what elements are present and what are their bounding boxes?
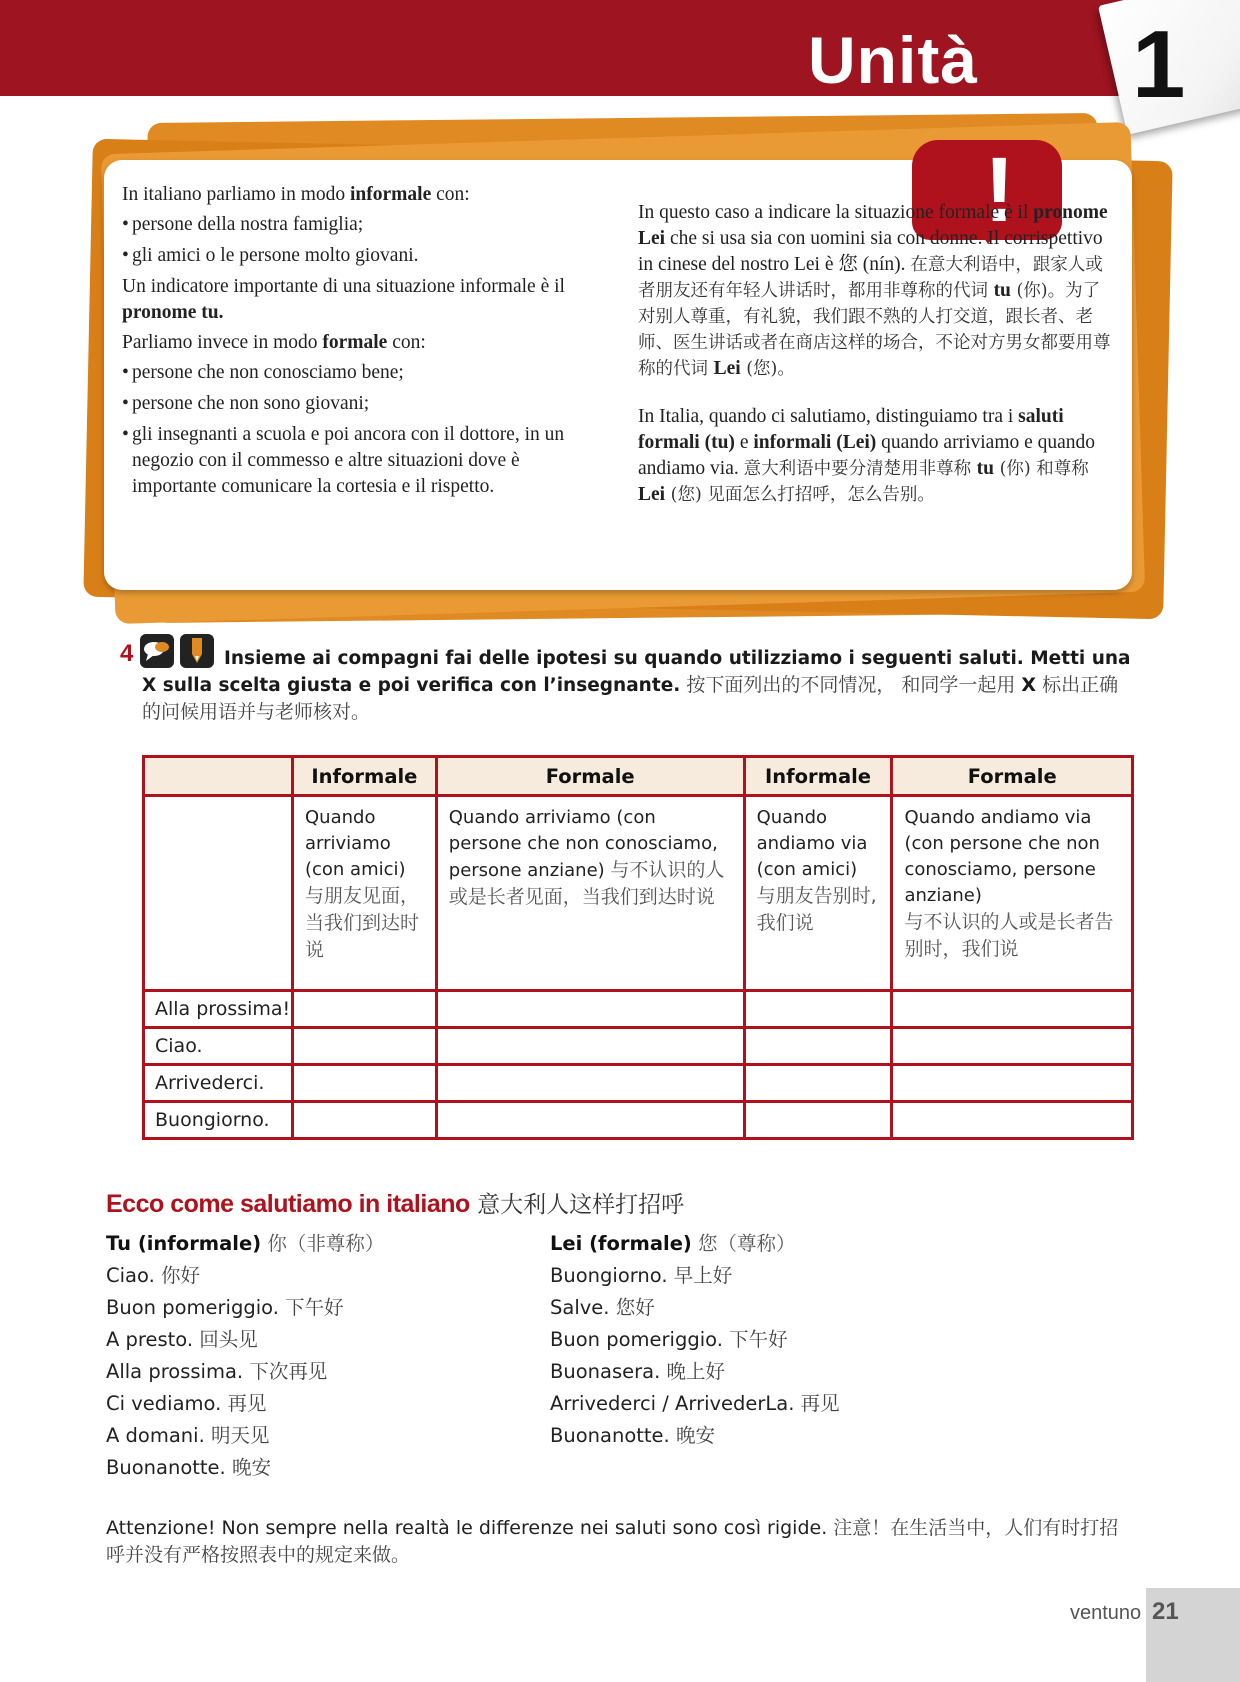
list-heading: Lei (formale) 您（尊称） [550,1232,796,1255]
exercise-number: 4 [120,640,134,667]
greeting-item: Buongiorno. 早上好 [550,1264,733,1287]
page-number-word: ventuno [1070,1602,1142,1624]
exercise-instructions: Insieme ai compagni fai delle ipotesi su quando utilizziamo i seguenti saluti. Metti una X sulla scelta giusta e poi verifica con l’insegnante. 按下面列出的不同情况， 和同学一起用 X 标出正确的问候用语并与老师核对。 [142,648,1131,723]
answer-cell[interactable] [293,991,437,1028]
page-number: 21 [1152,1598,1179,1625]
answer-cell[interactable] [436,1028,744,1065]
situation-description: Quando arriviamo (con persone che non conosciamo, persone anziane) 与不认识的人或是长者见面，当我们到达时说 [436,796,744,991]
answer-cell[interactable] [436,991,744,1028]
attention-note: Attenzione! Non sempre nella realtà le differenze nei saluti sono così rigide. 注意！在生活当中，人们有时打招呼并没有严格按照表中的规定来做。 [106,1517,1119,1566]
info-paragraph: In italiano parliamo in modo informale con: [122,184,470,205]
info-left-column [122,182,602,505]
exclamation-icon: ! [984,139,1015,241]
greeting-item: Buonanotte. 晚安 [106,1456,271,1479]
greetings-table [142,755,1134,1140]
greeting-item: Buon pomeriggio. 下午好 [106,1296,344,1319]
list-item: • persone che non conosciamo bene; [122,360,602,386]
situation-description: Quando andiamo via (con amici) 与朋友告别时, 我们说 [744,796,892,991]
greeting-label: Buongiorno. [144,1102,293,1139]
answer-cell[interactable] [436,1065,744,1102]
answer-cell[interactable] [744,991,892,1028]
greeting-item: Buonanotte. 晚安 [550,1424,715,1447]
list-item: • gli insegnanti a scuola e poi ancora con il dottore, in un negozio con il commesso e altre situazioni dove è importante comunicare la cortesia e il rispetto. [122,422,602,500]
answer-cell[interactable] [892,1065,1133,1102]
table-row [144,1065,1133,1102]
answer-cell[interactable] [744,1065,892,1102]
answer-cell[interactable] [293,1028,437,1065]
greeting-item: Ciao. 你好 [106,1264,200,1287]
unit-number: 1 [1132,11,1186,118]
table-cell-empty [144,796,293,991]
table-header-row [144,757,1133,796]
greeting-item: Salve. 您好 [550,1296,655,1319]
list-heading: Tu (informale) 你（非尊称） [106,1232,385,1255]
info-paragraph: Un indicatore importante di una situazione informale è il pronome tu. [122,276,565,323]
list-item: • gli amici o le persone molto giovani. [122,243,602,269]
table-description-row [144,796,1133,991]
answer-cell[interactable] [892,1102,1133,1139]
answer-cell[interactable] [744,1028,892,1065]
greeting-item: Buon pomeriggio. 下午好 [550,1328,788,1351]
table-row [144,991,1133,1028]
greeting-label: Arrivederci. [144,1065,293,1102]
greetings-heading: Ecco come salutiamo in italiano 意大利人这样打招呼 [106,1190,685,1218]
table-row [144,1102,1133,1139]
informal-list [122,212,602,269]
greeting-label: Ciao. [144,1028,293,1065]
answer-cell[interactable] [892,991,1133,1028]
answer-cell[interactable] [293,1102,437,1139]
table-header-empty [144,757,293,796]
unit-title: Unità [808,23,978,97]
greeting-item: Buonasera. 晚上好 [550,1360,726,1383]
informal-greetings-list [106,1228,384,1484]
formal-greetings-list [550,1228,840,1452]
greeting-item: Alla prossima. 下次再见 [106,1360,328,1383]
table-header: Informale [744,757,892,796]
answer-cell[interactable] [436,1102,744,1139]
table-header: Informale [293,757,437,796]
info-paragraph: In Italia, quando ci salutiamo, distinguiamo tra i saluti formali (tu) e informali (Lei) quando arriviamo e quando andiamo via. 意大利语中要分清楚用非尊称 tu (你) 和尊称 Lei (您) 见面怎么打招呼，怎么告别。 [638,406,1096,505]
answer-cell[interactable] [744,1102,892,1139]
greeting-item: A presto. 回头见 [106,1328,258,1351]
table-row [144,1028,1133,1065]
greeting-label: Alla prossima! [144,991,293,1028]
table-header: Formale [892,757,1133,796]
situation-description: Quando arriviamo (con amici) 与朋友见面，当我们到达时说 [293,796,437,991]
greeting-item: A domani. 明天见 [106,1424,270,1447]
table-header: Formale [436,757,744,796]
answer-cell[interactable] [892,1028,1133,1065]
situation-description: Quando andiamo via (con persone che non conosciamo, persone anziane) 与不认识的人或是长者告别时，我们说 [892,796,1133,991]
answer-cell[interactable] [293,1065,437,1102]
info-right-column [638,200,1114,508]
greeting-item: Arrivederci / ArrivederLa. 再见 [550,1392,840,1415]
list-item: • persone che non sono giovani; [122,391,602,417]
list-item: • persone della nostra famiglia; [122,212,602,238]
info-paragraph: Parliamo invece in modo formale con: [122,332,426,353]
greeting-item: Ci vediamo. 再见 [106,1392,267,1415]
header-band [0,0,1240,96]
formal-list [122,360,602,500]
info-paragraph: In questo caso a indicare la situazione formale è il pronome Lei che si usa sia con uomini sia con donne. Il corrispettivo in cinese del nostro Lei è 您 (nín). 在意大利语中，跟家人或者朋友还有年轻人讲话时，都用非尊称的代词 tu (你)。为了对别人尊重，有礼貌，我们跟不熟的人打交道，跟长者、老师、医生讲话或者在商店这样的场合，不论对方男女都要用尊称的代词 Lei (您)。 [638,202,1111,379]
